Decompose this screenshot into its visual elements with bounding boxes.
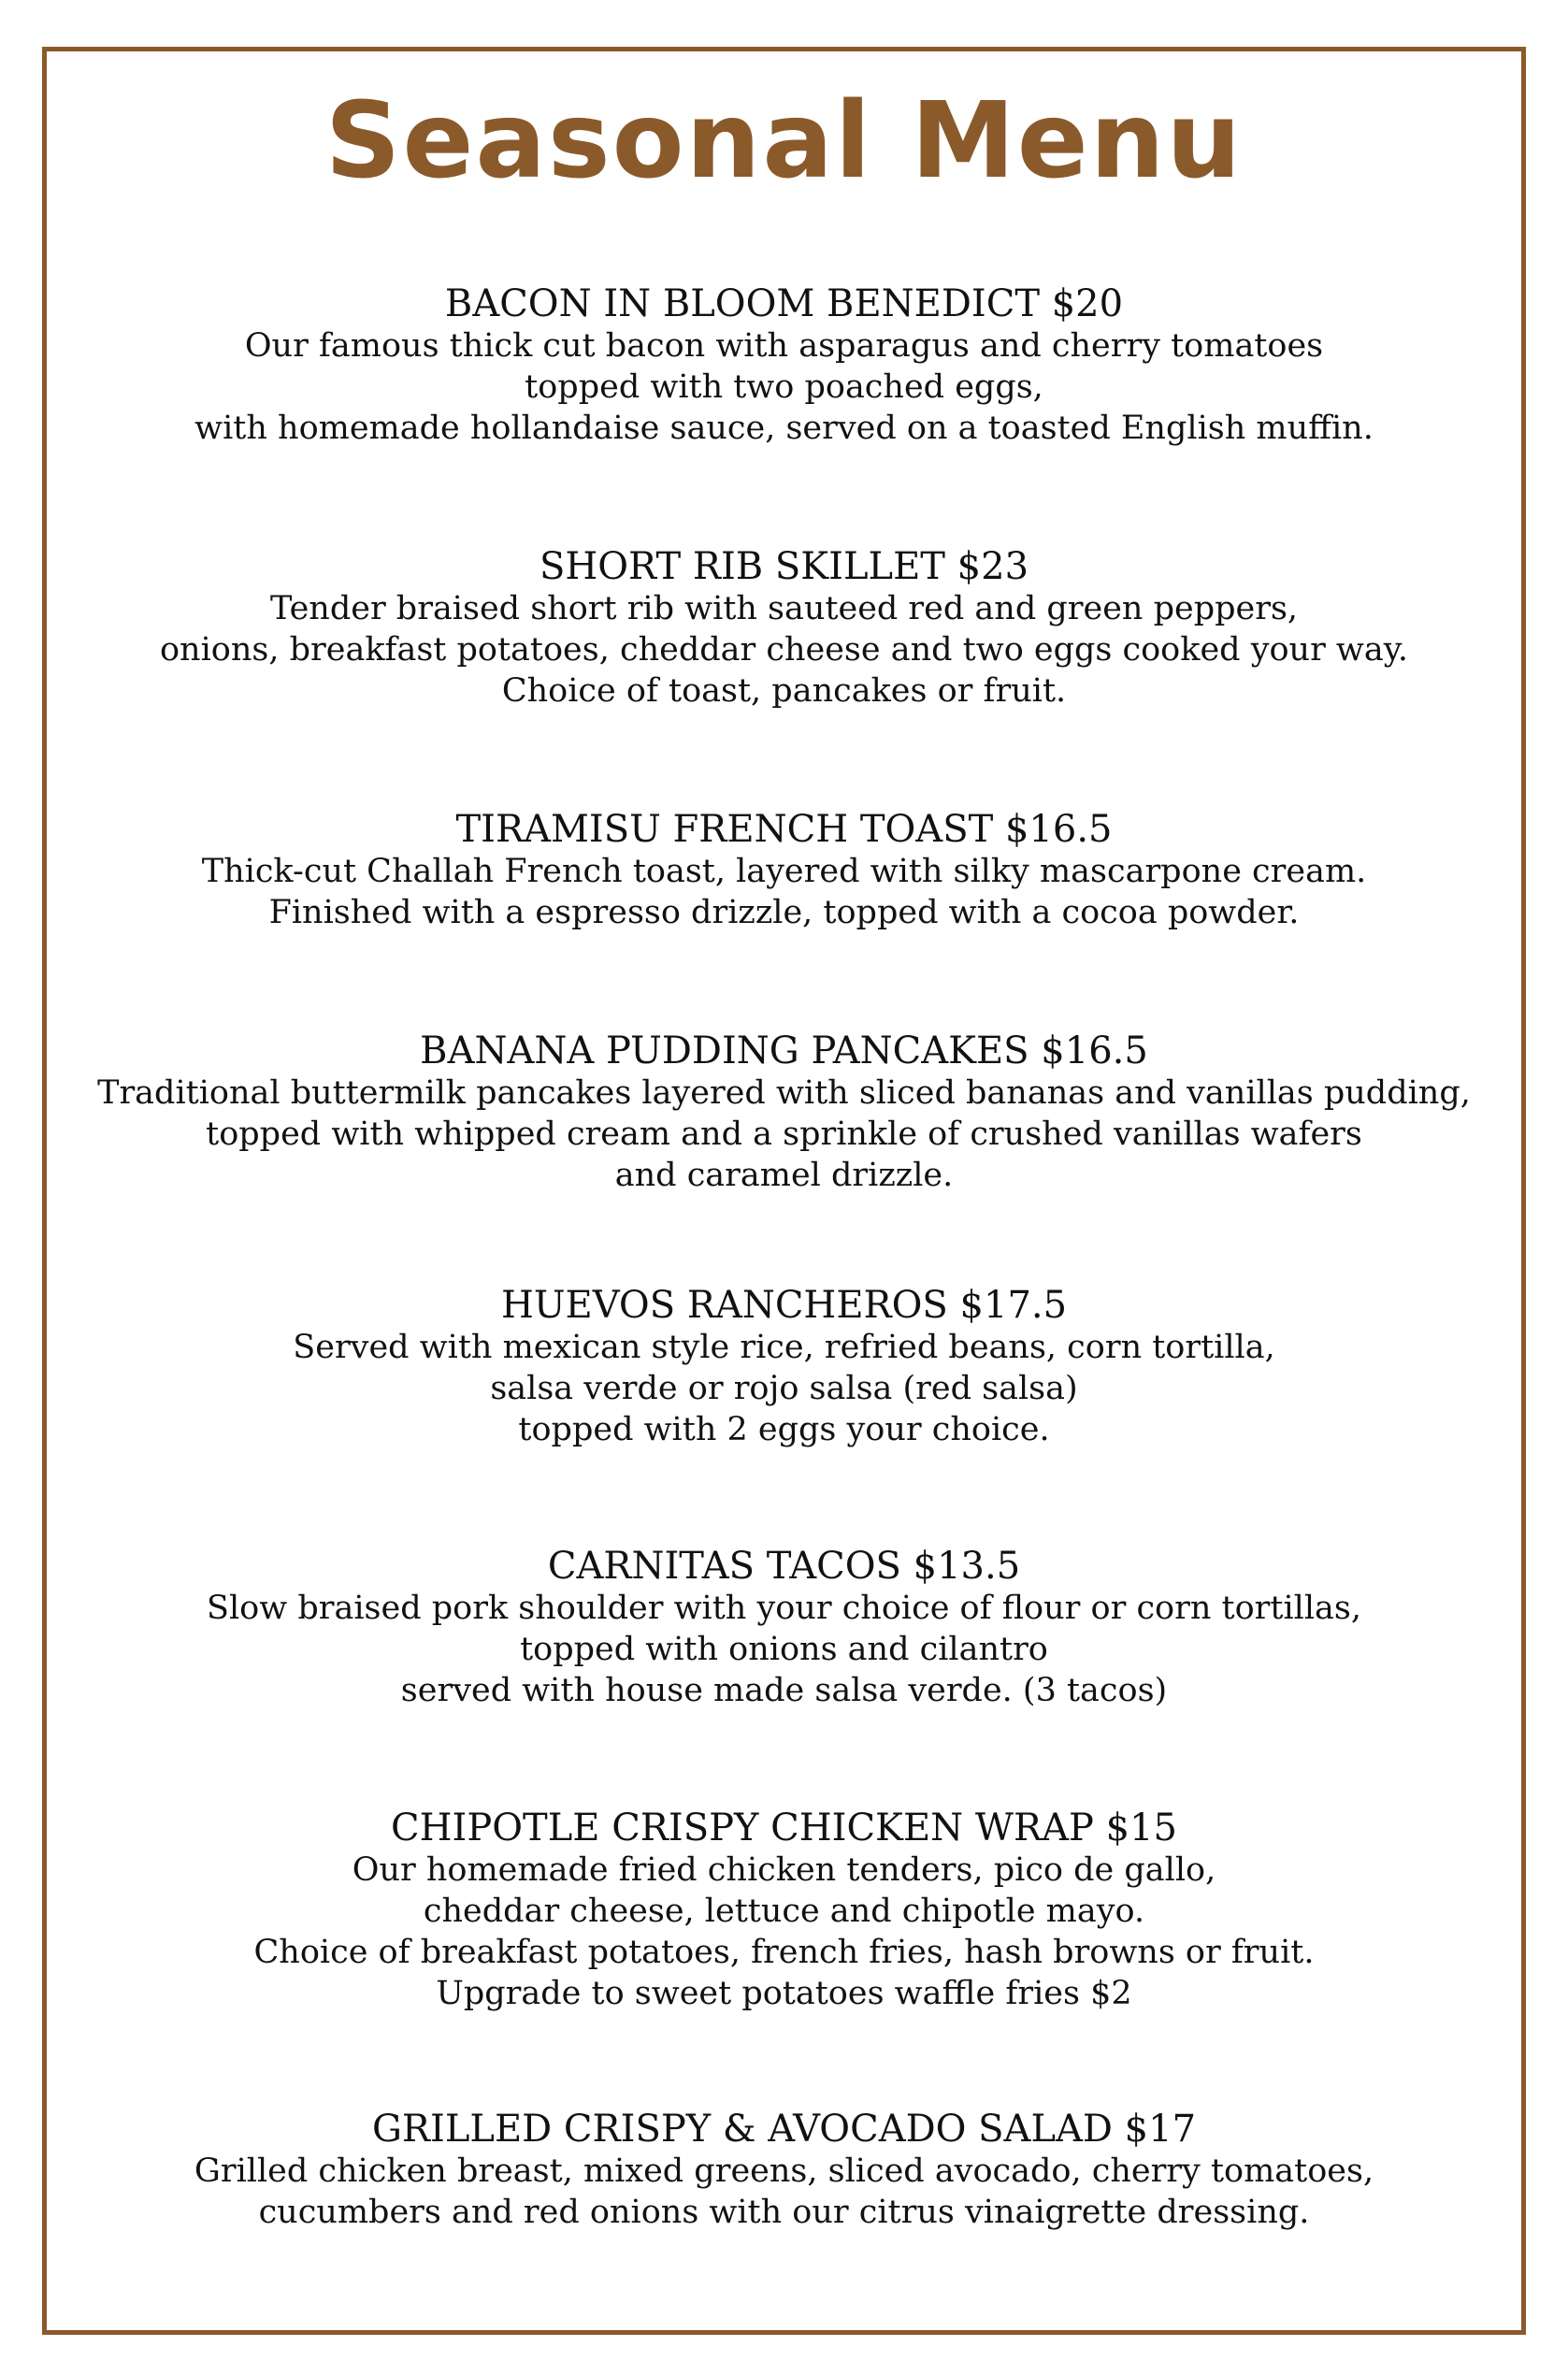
description-line: topped with two poached eggs,: [525, 368, 1043, 406]
menu-item-name: BANANA PUDDING PANCAKES $16.5: [420, 1029, 1148, 1072]
menu-item: [56, 2108, 1512, 2233]
menu-item-description: [56, 325, 1512, 449]
menu-item: [56, 1029, 1512, 1196]
menu-item-name: CHIPOTLE CRISPY CHICKEN WRAP $15: [391, 1806, 1177, 1850]
menu-item-description: [56, 851, 1512, 933]
description-line: salsa verde or rojo salsa (red salsa): [490, 1370, 1078, 1407]
menu-item: [56, 545, 1512, 712]
description-line: with homemade hollandaise sauce, served on a toasted English muffin.: [194, 410, 1374, 447]
menu-item-description: [56, 588, 1512, 712]
menu-item: [56, 282, 1512, 449]
menu-item-description: [56, 1072, 1512, 1196]
menu-item: [56, 1806, 1512, 2014]
menu-item-name: GRILLED CRISPY & AVOCADO SALAD $17: [371, 2108, 1197, 2151]
description-line: Our famous thick cut bacon with asparagus and cherry tomatoes: [244, 327, 1324, 365]
menu-item-description: [56, 1850, 1512, 2014]
menu-item-name: CARNITAS TACOS $13.5: [547, 1545, 1021, 1588]
description-line: Upgrade to sweet potatoes waffle fries $2: [436, 1975, 1132, 2012]
description-line: topped with 2 eggs your choice.: [518, 1411, 1050, 1448]
description-line: served with house made salsa verde. (3 tacos): [400, 1672, 1168, 1709]
description-line: topped with onions and cilantro: [520, 1631, 1048, 1668]
description-line: Tender braised short rib with sauteed red and green peppers,: [269, 590, 1299, 627]
description-line: Choice of breakfast potatoes, french fries, hash browns or fruit.: [253, 1934, 1315, 1971]
description-line: cucumbers and red onions with our citrus vinaigrette dressing.: [258, 2194, 1310, 2231]
menu-item-description: [56, 2151, 1512, 2233]
menu-item: [56, 808, 1512, 933]
description-line: Our homemade fried chicken tenders, pico de gallo,: [352, 1851, 1216, 1889]
description-line: Served with mexican style rice, refried beans, corn tortilla,: [293, 1329, 1275, 1366]
description-line: onions, breakfast potatoes, cheddar cheese and two eggs cooked your way.: [159, 631, 1409, 669]
menu-item-name: BACON IN BLOOM BENEDICT $20: [444, 282, 1124, 325]
menu-item-description: [56, 1327, 1512, 1450]
description-line: Thick-cut Challah French toast, layered with silky mascarpone cream.: [201, 853, 1367, 890]
description-line: Grilled chicken breast, mixed greens, sliced avocado, cherry tomatoes,: [194, 2152, 1374, 2190]
menu-item-name: TIRAMISU FRENCH TOAST $16.5: [455, 808, 1113, 851]
description-line: Choice of toast, pancakes or fruit.: [501, 672, 1067, 710]
description-line: Finished with a espresso drizzle, topped with a cocoa powder.: [268, 894, 1300, 931]
menu-item-description: [56, 1588, 1512, 1711]
menu-item-name: SHORT RIB SKILLET $23: [539, 545, 1029, 588]
description-line: topped with whipped cream and a sprinkle of crushed vanillas wafers: [206, 1116, 1362, 1153]
menu-item-name: HUEVOS RANCHEROS $17.5: [500, 1284, 1068, 1327]
description-line: and caramel drizzle.: [614, 1157, 954, 1194]
page-title: Seasonal Menu: [324, 80, 1244, 202]
description-line: cheddar cheese, lettuce and chipotle mayo.: [423, 1893, 1145, 1930]
description-line: Traditional buttermilk pancakes layered with sliced bananas and vanillas pudding,: [97, 1074, 1471, 1112]
description-line: Slow braised pork shoulder with your choice of flour or corn tortillas,: [207, 1590, 1361, 1627]
menu-item: [56, 1284, 1512, 1450]
menu-item: [56, 1545, 1512, 1711]
